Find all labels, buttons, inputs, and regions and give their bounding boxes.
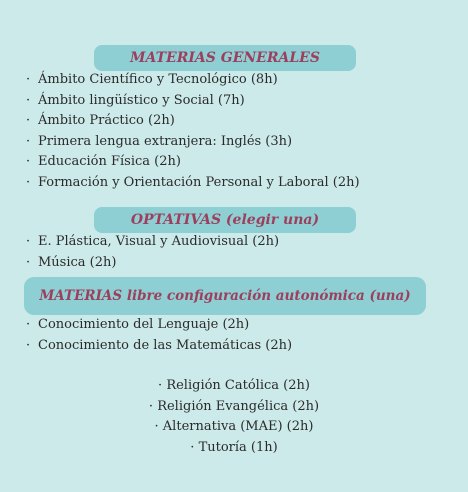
item-text: Educación Física (2h): [38, 154, 181, 170]
bullet: ·: [26, 92, 31, 108]
list-item: [26, 152, 360, 173]
list-item: [26, 91, 360, 112]
item-text: E. Plástica, Visual y Audiovisual (2h): [38, 234, 280, 249]
bullet: ·: [148, 398, 154, 414]
item-text: Ámbito Científico y Tecnológico (8h): [38, 72, 278, 87]
list-item: [0, 397, 468, 418]
materias-generales-list: [26, 70, 360, 194]
bullet: ·: [26, 234, 31, 249]
optativas-list: [26, 232, 279, 273]
bullet: ·: [26, 154, 31, 170]
bullet: ·: [190, 439, 195, 455]
item-text: Música (2h): [38, 254, 117, 270]
item-text: Formación y Orientación Personal y Laboral (2h): [38, 174, 360, 190]
list-item: [26, 315, 292, 336]
bullet: ·: [158, 378, 163, 393]
bullet: ·: [26, 317, 31, 332]
section-title-materias-generales: MATERIAS GENERALES: [94, 45, 356, 71]
list-item: [0, 438, 468, 459]
bullet: ·: [26, 174, 31, 190]
bullet: ·: [26, 254, 31, 270]
list-item: [0, 376, 468, 397]
list-item: [0, 417, 468, 438]
bullet: ·: [26, 133, 31, 149]
libre-configuracion-list: [26, 315, 292, 356]
item-text: Ámbito lingüístico y Social (7h): [38, 92, 245, 108]
item-text: Alternativa (MAE) (2h): [162, 419, 314, 435]
extra-subjects-list: [0, 376, 468, 458]
item-text: Ámbito Práctico (2h): [38, 113, 175, 129]
list-item: [26, 336, 292, 357]
item-text: Tutoría (1h): [198, 439, 278, 455]
list-item: [26, 111, 360, 132]
item-text: Religión Evangélica (2h): [157, 398, 320, 414]
section-title-optativas: OPTATIVAS (elegir una): [94, 207, 356, 233]
item-text: Conocimiento de las Matemáticas (2h): [38, 337, 293, 353]
bullet: ·: [26, 72, 31, 87]
item-text: Primera lengua extranjera: Inglés (3h): [38, 133, 293, 149]
list-item: [26, 132, 360, 153]
section-title-libre-configuracion: MATERIAS libre configuración autonómica (una): [24, 277, 426, 315]
item-text: Conocimiento del Lenguaje (2h): [38, 317, 250, 332]
item-text: Religión Católica (2h): [166, 378, 310, 393]
list-item: [26, 173, 360, 194]
bullet: ·: [154, 419, 159, 435]
list-item: [26, 70, 360, 91]
bullet: ·: [26, 113, 31, 129]
list-item: [26, 253, 279, 274]
list-item: [26, 232, 279, 253]
bullet: ·: [26, 337, 31, 353]
